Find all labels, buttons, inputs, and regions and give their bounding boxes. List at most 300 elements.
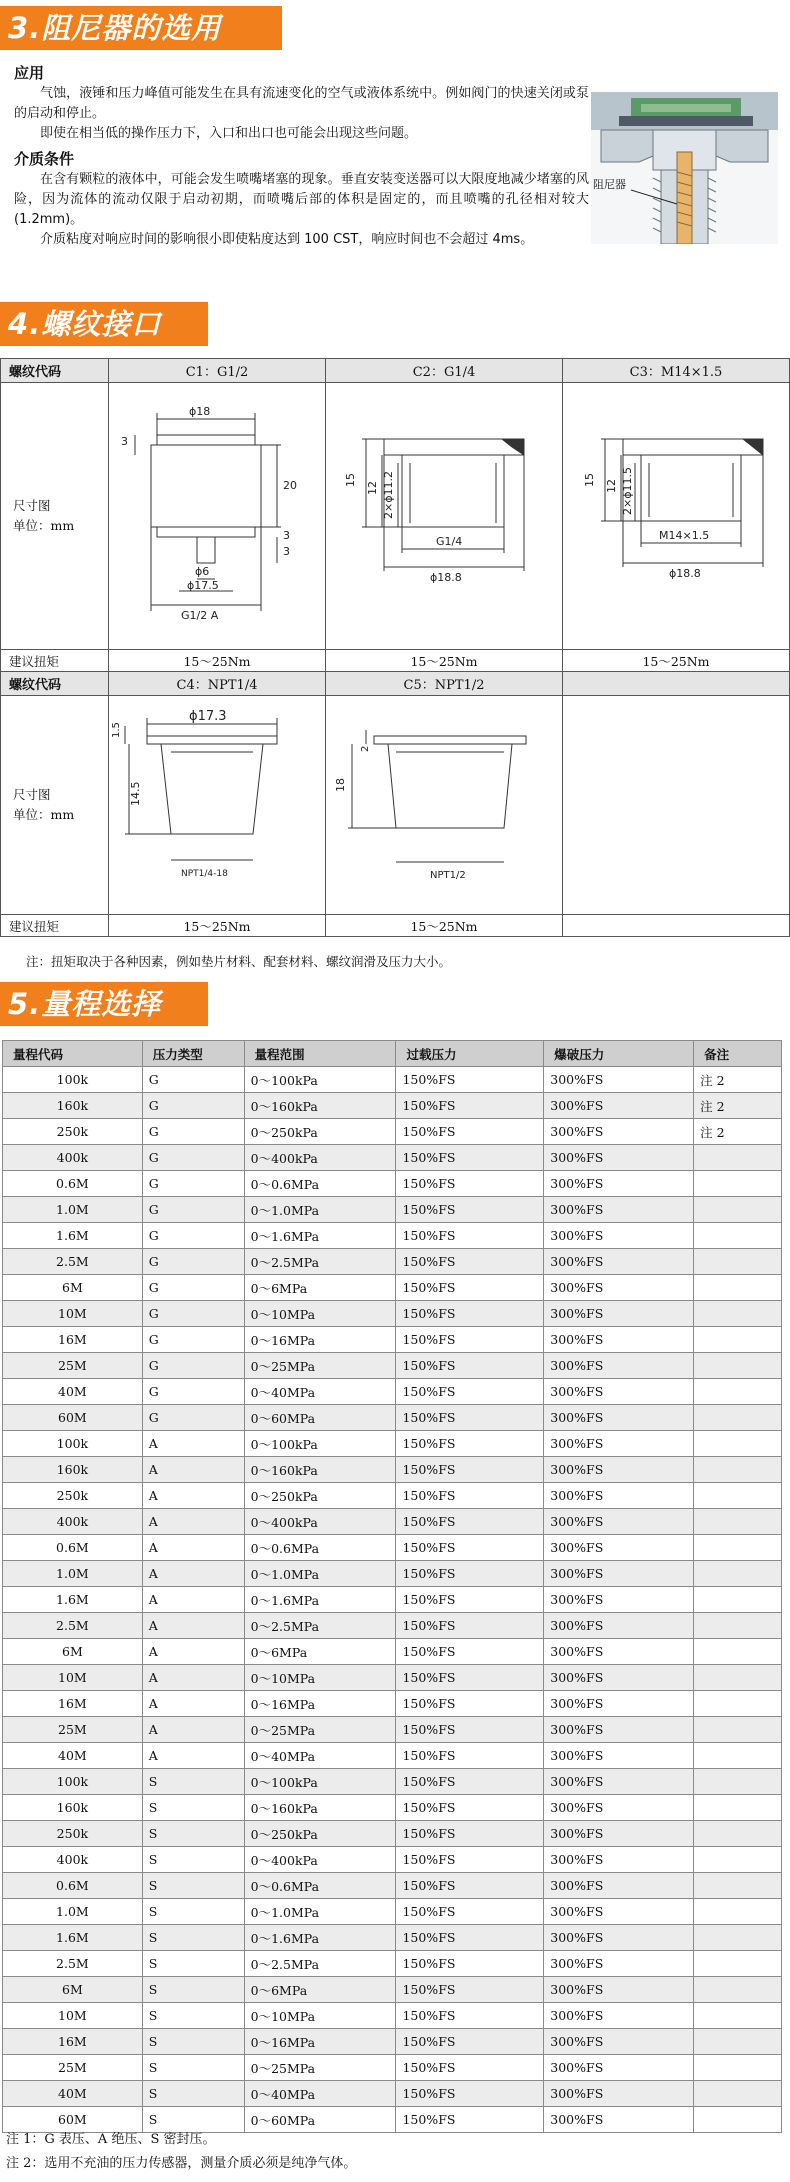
torque-c1: 15～25Nm <box>109 650 326 672</box>
overload-pressure-cell: 150%FS <box>396 1717 544 1743</box>
remark-cell <box>694 1275 782 1301</box>
table-row <box>3 2029 782 2055</box>
thread-code-label: 螺纹代码 <box>1 359 109 383</box>
overload-pressure-cell: 150%FS <box>396 1249 544 1275</box>
c3-thread-spec: M14×1.5 <box>659 529 710 542</box>
pressure-type-cell: S <box>142 2081 244 2107</box>
table-row <box>3 1613 782 1639</box>
overload-pressure-cell: 150%FS <box>396 1639 544 1665</box>
overload-pressure-cell: 150%FS <box>396 1353 544 1379</box>
range-header-cell: 爆破压力 <box>544 1041 694 1067</box>
torque-empty <box>563 915 790 937</box>
drawing-c2 <box>326 383 563 650</box>
overload-pressure-cell: 150%FS <box>396 1405 544 1431</box>
remark-cell <box>694 2055 782 2081</box>
remark-cell: 注 2 <box>694 1093 782 1119</box>
overload-pressure-cell: 150%FS <box>396 1275 544 1301</box>
range-code-cell: 16M <box>3 2029 143 2055</box>
range-span-cell: 0～1.0MPa <box>244 1899 396 1925</box>
overload-pressure-cell: 150%FS <box>396 1379 544 1405</box>
overload-pressure-cell: 150%FS <box>396 2081 544 2107</box>
remark-cell <box>694 1535 782 1561</box>
size-drawing-unit: 单位：mm <box>13 518 75 533</box>
pressure-type-cell: G <box>142 1145 244 1171</box>
section-title-damper: 3.阻尼器的选用 <box>0 6 282 50</box>
table-row <box>3 1691 782 1717</box>
overload-pressure-cell: 150%FS <box>396 1951 544 1977</box>
burst-pressure-cell: 300%FS <box>544 1639 694 1665</box>
range-code-cell: 16M <box>3 1691 143 1717</box>
range-code-cell: 400k <box>3 1847 143 1873</box>
pressure-type-cell: S <box>142 2029 244 2055</box>
burst-pressure-cell: 300%FS <box>544 1561 694 1587</box>
burst-pressure-cell: 300%FS <box>544 1847 694 1873</box>
remark-cell <box>694 2107 782 2133</box>
range-span-cell: 0～0.6MPa <box>244 1535 396 1561</box>
c4-thread-spec: NPT1/4-18 <box>181 869 228 879</box>
application-paragraph-2: 即使在相当低的操作压力下，入口和出口也可能会出现这些问题。 <box>40 126 418 141</box>
overload-pressure-cell: 150%FS <box>396 1847 544 1873</box>
remark-cell <box>694 1483 782 1509</box>
burst-pressure-cell: 300%FS <box>544 1821 694 1847</box>
c2-dim-inner-diameter: 2×ϕ11.2 <box>382 471 395 519</box>
range-code-cell: 1.6M <box>3 1925 143 1951</box>
thread-code-c5: C5：NPT1/2 <box>326 672 563 696</box>
table-row <box>3 1353 782 1379</box>
thread-code-c3: C3：M14×1.5 <box>563 359 790 383</box>
c1-dim-seat-diameter: ϕ17.5 <box>187 579 219 592</box>
table-row <box>3 2055 782 2081</box>
thread-code-c4: C4：NPT1/4 <box>109 672 326 696</box>
range-note-1: 注 1：G 表压、A 绝压、S 密封压。 <box>6 2132 216 2147</box>
application-heading: 应用 <box>14 64 45 82</box>
range-span-cell: 0～10MPa <box>244 1301 396 1327</box>
range-code-cell: 250k <box>3 1119 143 1145</box>
table-row <box>3 1301 782 1327</box>
remark-cell: 注 2 <box>694 1067 782 1093</box>
overload-pressure-cell: 150%FS <box>396 1873 544 1899</box>
range-span-cell: 0～40MPa <box>244 2081 396 2107</box>
burst-pressure-cell: 300%FS <box>544 1899 694 1925</box>
range-code-cell: 250k <box>3 1483 143 1509</box>
pressure-type-cell: G <box>142 1119 244 1145</box>
range-code-cell: 25M <box>3 1353 143 1379</box>
remark-cell <box>694 1197 782 1223</box>
table-row <box>3 2003 782 2029</box>
size-drawing-label-row2 <box>1 696 109 915</box>
thread-note: 注：扭矩取决于各种因素，例如垫片材料、配套材料、螺纹润滑及压力大小。 <box>26 954 452 969</box>
range-code-cell: 2.5M <box>3 1249 143 1275</box>
burst-pressure-cell: 300%FS <box>544 1197 694 1223</box>
c1-dim-top-height: 3 <box>121 435 128 448</box>
remark-cell <box>694 1691 782 1717</box>
pressure-type-cell: G <box>142 1379 244 1405</box>
overload-pressure-cell: 150%FS <box>396 1561 544 1587</box>
remark-cell <box>694 1353 782 1379</box>
pressure-type-cell: A <box>142 1691 244 1717</box>
range-code-cell: 400k <box>3 1145 143 1171</box>
pressure-type-cell: A <box>142 1561 244 1587</box>
range-code-cell: 6M <box>3 1977 143 2003</box>
c3-dim-inner-diameter: 2×ϕ11.5 <box>621 467 634 515</box>
torque-c5: 15～25Nm <box>326 915 563 937</box>
burst-pressure-cell: 300%FS <box>544 1717 694 1743</box>
burst-pressure-cell: 300%FS <box>544 1067 694 1093</box>
range-code-cell: 10M <box>3 1301 143 1327</box>
range-header-cell: 压力类型 <box>142 1041 244 1067</box>
medium-paragraph-1: 在含有颗粒的液体中，可能会发生喷嘴堵塞的现象。垂直安装变送器可以大限度地减少堵塞的风险，因为流体的流动仅限于启动初期，而喷嘴后部的体积是固定的，而且喷嘴的孔径相对较大(1.2mm)。 <box>14 172 589 227</box>
burst-pressure-cell: 300%FS <box>544 1327 694 1353</box>
torque-c3: 15～25Nm <box>563 650 790 672</box>
c4-dim-height: 14.5 <box>129 781 142 806</box>
pressure-type-cell: S <box>142 1795 244 1821</box>
range-span-cell: 0～100kPa <box>244 1067 396 1093</box>
remark-cell <box>694 1925 782 1951</box>
range-span-cell: 0～400kPa <box>244 1509 396 1535</box>
range-note-2: 注 2：选用不充油的压力传感器，测量介质必须是纯净气体。 <box>6 2156 357 2171</box>
range-span-cell: 0～1.6MPa <box>244 1587 396 1613</box>
range-code-cell: 100k <box>3 1067 143 1093</box>
remark-cell <box>694 1249 782 1275</box>
range-code-cell: 60M <box>3 1405 143 1431</box>
c3-dim-thread-height: 12 <box>605 479 618 493</box>
pressure-type-cell: S <box>142 2055 244 2081</box>
range-code-cell: 40M <box>3 1379 143 1405</box>
size-drawing-label <box>1 383 109 650</box>
pressure-type-cell: G <box>142 1353 244 1379</box>
pressure-type-cell: S <box>142 2107 244 2133</box>
drawing-c1 <box>109 383 326 650</box>
c1-dim-top-diameter: ϕ18 <box>189 405 211 418</box>
burst-pressure-cell: 300%FS <box>544 1145 694 1171</box>
thread-code-empty <box>563 672 790 696</box>
thread-interface-table <box>0 358 790 937</box>
application-paragraph-1: 气蚀，液锤和压力峰值可能发生在具有流速变化的空气或液体系统中。例如阀门的快速关闭或泵的启动和停止。 <box>14 86 589 121</box>
overload-pressure-cell: 150%FS <box>396 1197 544 1223</box>
table-row <box>3 1639 782 1665</box>
burst-pressure-cell: 300%FS <box>544 1873 694 1899</box>
drawing-c5 <box>326 696 563 915</box>
overload-pressure-cell: 150%FS <box>396 1327 544 1353</box>
overload-pressure-cell: 150%FS <box>396 1535 544 1561</box>
table-row <box>3 1899 782 1925</box>
range-span-cell: 0～250kPa <box>244 1119 396 1145</box>
range-span-cell: 0～250kPa <box>244 1483 396 1509</box>
burst-pressure-cell: 300%FS <box>544 2003 694 2029</box>
burst-pressure-cell: 300%FS <box>544 1301 694 1327</box>
burst-pressure-cell: 300%FS <box>544 1509 694 1535</box>
overload-pressure-cell: 150%FS <box>396 1483 544 1509</box>
range-span-cell: 0～25MPa <box>244 1353 396 1379</box>
range-code-cell: 100k <box>3 1769 143 1795</box>
size-drawing-label-1: 尺寸图 <box>13 498 51 513</box>
overload-pressure-cell: 150%FS <box>396 2029 544 2055</box>
table-row <box>3 1483 782 1509</box>
remark-cell <box>694 1561 782 1587</box>
section-title-range: 5.量程选择 <box>0 982 208 1026</box>
range-selection-table <box>2 1040 782 2133</box>
medium-heading: 介质条件 <box>14 150 75 168</box>
c1-thread-spec: G1/2 A <box>181 609 219 622</box>
pressure-type-cell: A <box>142 1587 244 1613</box>
overload-pressure-cell: 150%FS <box>396 1925 544 1951</box>
burst-pressure-cell: 300%FS <box>544 1431 694 1457</box>
overload-pressure-cell: 150%FS <box>396 1509 544 1535</box>
range-span-cell: 0～60MPa <box>244 2107 396 2133</box>
range-code-cell: 0.6M <box>3 1535 143 1561</box>
thread-code-c1: C1：G1/2 <box>109 359 326 383</box>
range-code-cell: 160k <box>3 1457 143 1483</box>
pressure-type-cell: G <box>142 1405 244 1431</box>
table-row <box>3 1457 782 1483</box>
thread-code-c2: C2：G1/4 <box>326 359 563 383</box>
burst-pressure-cell: 300%FS <box>544 1457 694 1483</box>
remark-cell <box>694 1509 782 1535</box>
section-title-thread: 4.螺纹接口 <box>0 302 208 346</box>
burst-pressure-cell: 300%FS <box>544 1691 694 1717</box>
range-span-cell: 0～16MPa <box>244 2029 396 2055</box>
pressure-type-cell: G <box>142 1301 244 1327</box>
range-span-cell: 0～250kPa <box>244 1821 396 1847</box>
damper-cross-section-figure <box>591 92 778 244</box>
range-span-cell: 0～16MPa <box>244 1691 396 1717</box>
range-span-cell: 0～6MPa <box>244 1977 396 2003</box>
remark-cell <box>694 1587 782 1613</box>
range-span-cell: 0～16MPa <box>244 1327 396 1353</box>
pressure-type-cell: A <box>142 1535 244 1561</box>
remark-cell <box>694 1223 782 1249</box>
c1-dim-stem-height: 3 <box>283 545 290 558</box>
c3-dim-outer-diameter: ϕ18.8 <box>669 567 701 580</box>
burst-pressure-cell: 300%FS <box>544 1665 694 1691</box>
overload-pressure-cell: 150%FS <box>396 1899 544 1925</box>
range-span-cell: 0～1.0MPa <box>244 1197 396 1223</box>
range-span-cell: 0～2.5MPa <box>244 1613 396 1639</box>
table-row <box>3 1587 782 1613</box>
remark-cell <box>694 1145 782 1171</box>
pressure-type-cell: S <box>142 1821 244 1847</box>
remark-cell <box>694 2003 782 2029</box>
overload-pressure-cell: 150%FS <box>396 2107 544 2133</box>
torque-c2: 15～25Nm <box>326 650 563 672</box>
range-code-cell: 400k <box>3 1509 143 1535</box>
remark-cell: 注 2 <box>694 1119 782 1145</box>
drawing-c3 <box>563 383 790 650</box>
remark-cell <box>694 1873 782 1899</box>
range-span-cell: 0～25MPa <box>244 1717 396 1743</box>
range-span-cell: 0～40MPa <box>244 1379 396 1405</box>
table-row <box>3 1405 782 1431</box>
drawing-empty <box>563 696 790 915</box>
pressure-type-cell: G <box>142 1223 244 1249</box>
table-row <box>3 1925 782 1951</box>
overload-pressure-cell: 150%FS <box>396 1587 544 1613</box>
range-span-cell: 0～100kPa <box>244 1431 396 1457</box>
overload-pressure-cell: 150%FS <box>396 1093 544 1119</box>
range-code-cell: 1.0M <box>3 1561 143 1587</box>
pressure-type-cell: A <box>142 1717 244 1743</box>
pressure-type-cell: S <box>142 1925 244 1951</box>
torque-label-row1: 建议扭矩 <box>1 650 109 672</box>
pressure-type-cell: A <box>142 1613 244 1639</box>
table-row <box>3 1171 782 1197</box>
range-span-cell: 0～60MPa <box>244 1405 396 1431</box>
remark-cell <box>694 1171 782 1197</box>
remark-cell <box>694 1951 782 1977</box>
overload-pressure-cell: 150%FS <box>396 2003 544 2029</box>
range-span-cell: 0～6MPa <box>244 1275 396 1301</box>
burst-pressure-cell: 300%FS <box>544 1951 694 1977</box>
range-code-cell: 6M <box>3 1639 143 1665</box>
table-row <box>3 1093 782 1119</box>
table-row <box>3 1873 782 1899</box>
burst-pressure-cell: 300%FS <box>544 1769 694 1795</box>
range-span-cell: 0～160kPa <box>244 1795 396 1821</box>
overload-pressure-cell: 150%FS <box>396 2055 544 2081</box>
overload-pressure-cell: 150%FS <box>396 1171 544 1197</box>
overload-pressure-cell: 150%FS <box>396 1067 544 1093</box>
overload-pressure-cell: 150%FS <box>396 1665 544 1691</box>
remark-cell <box>694 1327 782 1353</box>
pressure-type-cell: A <box>142 1483 244 1509</box>
remark-cell <box>694 1769 782 1795</box>
range-code-cell: 100k <box>3 1431 143 1457</box>
range-code-cell: 0.6M <box>3 1873 143 1899</box>
size-drawing-unit-row2: 单位：mm <box>13 807 75 822</box>
burst-pressure-cell: 300%FS <box>544 1171 694 1197</box>
range-code-cell: 16M <box>3 1327 143 1353</box>
range-span-cell: 0～1.6MPa <box>244 1223 396 1249</box>
overload-pressure-cell: 150%FS <box>396 1743 544 1769</box>
range-span-cell: 0～1.0MPa <box>244 1561 396 1587</box>
burst-pressure-cell: 300%FS <box>544 1795 694 1821</box>
remark-cell <box>694 1457 782 1483</box>
table-row <box>3 1977 782 2003</box>
table-row <box>3 1431 782 1457</box>
range-span-cell: 0～10MPa <box>244 1665 396 1691</box>
drawing-c4 <box>109 696 326 915</box>
range-code-cell: 0.6M <box>3 1171 143 1197</box>
burst-pressure-cell: 300%FS <box>544 1743 694 1769</box>
range-code-cell: 160k <box>3 1795 143 1821</box>
range-code-cell: 40M <box>3 2081 143 2107</box>
remark-cell <box>694 1743 782 1769</box>
table-row <box>3 1145 782 1171</box>
range-span-cell: 0～1.6MPa <box>244 1925 396 1951</box>
remark-cell <box>694 1821 782 1847</box>
remark-cell <box>694 1301 782 1327</box>
pressure-type-cell: S <box>142 1977 244 2003</box>
range-code-cell: 1.6M <box>3 1587 143 1613</box>
range-code-cell: 250k <box>3 1821 143 1847</box>
pressure-type-cell: A <box>142 1743 244 1769</box>
remark-cell <box>694 1977 782 2003</box>
table-row <box>3 1535 782 1561</box>
burst-pressure-cell: 300%FS <box>544 1483 694 1509</box>
remark-cell <box>694 1847 782 1873</box>
burst-pressure-cell: 300%FS <box>544 1535 694 1561</box>
table-row <box>3 1327 782 1353</box>
range-span-cell: 0～25MPa <box>244 2055 396 2081</box>
c2-dim-thread-height: 12 <box>366 481 379 495</box>
range-notes <box>6 2128 356 2176</box>
range-code-cell: 1.0M <box>3 1197 143 1223</box>
range-code-cell: 25M <box>3 2055 143 2081</box>
damper-figure-label: 阻尼器 <box>593 178 626 191</box>
thread-code-label-row2: 螺纹代码 <box>1 672 109 696</box>
table-row <box>3 1275 782 1301</box>
c1-dim-lower-height: 3 <box>283 529 290 542</box>
pressure-type-cell: G <box>142 1275 244 1301</box>
remark-cell <box>694 2081 782 2107</box>
burst-pressure-cell: 300%FS <box>544 1275 694 1301</box>
table-row <box>3 1769 782 1795</box>
remark-cell <box>694 1665 782 1691</box>
pressure-type-cell: A <box>142 1431 244 1457</box>
range-span-cell: 0～10MPa <box>244 2003 396 2029</box>
overload-pressure-cell: 150%FS <box>396 1145 544 1171</box>
remark-cell <box>694 1405 782 1431</box>
torque-c4: 15～25Nm <box>109 915 326 937</box>
pressure-type-cell: G <box>142 1327 244 1353</box>
range-header-cell: 过载压力 <box>396 1041 544 1067</box>
range-span-cell: 0～0.6MPa <box>244 1171 396 1197</box>
c5-dim-height: 18 <box>334 778 347 792</box>
medium-paragraph-2: 介质粘度对响应时间的影响很小即使粘度达到 100 CST，响应时间也不会超过 4ms。 <box>40 232 534 247</box>
burst-pressure-cell: 300%FS <box>544 2029 694 2055</box>
table-row <box>3 1067 782 1093</box>
remark-cell <box>694 1613 782 1639</box>
pressure-type-cell: G <box>142 1093 244 1119</box>
c1-dim-body-height: 20 <box>283 479 297 492</box>
range-code-cell: 1.0M <box>3 1899 143 1925</box>
table-row <box>3 1717 782 1743</box>
c2-dim-total-height: 15 <box>344 473 357 487</box>
c5-thread-spec: NPT1/2 <box>430 870 466 881</box>
range-code-cell: 40M <box>3 1743 143 1769</box>
c1-dim-stem-diameter: ϕ6 <box>195 565 210 578</box>
pressure-type-cell: A <box>142 1639 244 1665</box>
range-header-cell: 量程代码 <box>3 1041 143 1067</box>
burst-pressure-cell: 300%FS <box>544 1925 694 1951</box>
table-row <box>3 1795 782 1821</box>
pressure-type-cell: G <box>142 1067 244 1093</box>
table-row <box>3 1665 782 1691</box>
table-row <box>3 1821 782 1847</box>
range-span-cell: 0～160kPa <box>244 1457 396 1483</box>
range-table-header <box>3 1041 782 1067</box>
table-row <box>3 1249 782 1275</box>
range-code-cell: 2.5M <box>3 1951 143 1977</box>
c5-dim-flange-height: 2 <box>360 745 371 752</box>
remark-cell <box>694 1379 782 1405</box>
pressure-type-cell: S <box>142 1847 244 1873</box>
overload-pressure-cell: 150%FS <box>396 1223 544 1249</box>
c2-thread-spec: G1/4 <box>436 535 463 548</box>
burst-pressure-cell: 300%FS <box>544 1249 694 1275</box>
overload-pressure-cell: 150%FS <box>396 1691 544 1717</box>
remark-cell <box>694 1899 782 1925</box>
overload-pressure-cell: 150%FS <box>396 1457 544 1483</box>
range-span-cell: 0～6MPa <box>244 1639 396 1665</box>
range-span-cell: 0～400kPa <box>244 1847 396 1873</box>
range-code-cell: 160k <box>3 1093 143 1119</box>
range-span-cell: 0～0.6MPa <box>244 1873 396 1899</box>
overload-pressure-cell: 150%FS <box>396 1769 544 1795</box>
burst-pressure-cell: 300%FS <box>544 1223 694 1249</box>
c3-dim-total-height: 15 <box>583 473 596 487</box>
range-code-cell: 25M <box>3 1717 143 1743</box>
